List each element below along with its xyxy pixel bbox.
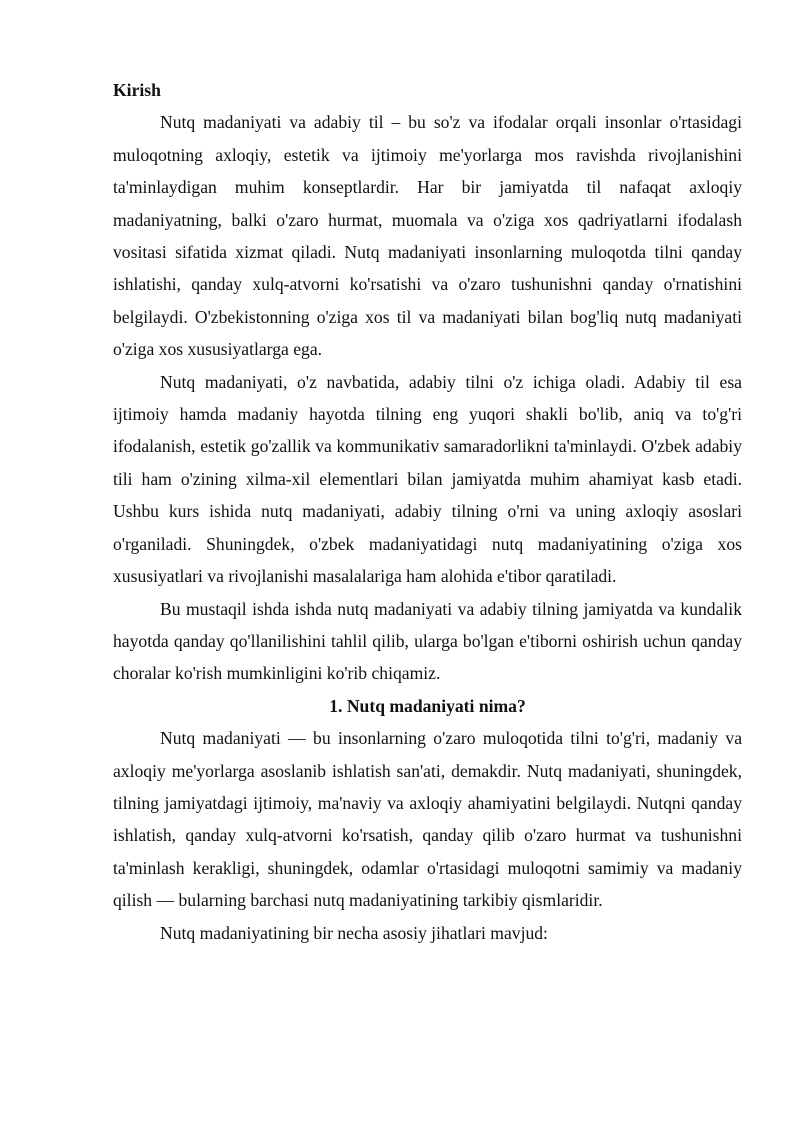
intro-heading: Kirish (113, 80, 161, 100)
intro-paragraph-1: Nutq madaniyati va adabiy til – bu so'z va ifodalar orqali insonlar o'rtasidagi muloqotning axloqiy, estetik va ijtimoiy me'yorlarga mos ravishda rivojlanishini ta'minlaydigan muhim konseptlardir. Har bir jamiyatda til nafaqat axloqiy madaniyatning, balki o'zaro hurmat, muomala va o'ziga xos qadriyatlarni ifodalash vositasi sifatida xizmat qiladi. Nutq madaniyati insonlarning muloqotda tilni qanday ishlatishi, qanday xulq-atvorni ko'rsatishi va o'zaro tushunishni qanday o'rnatishini belgilaydi. O'zbekistonning o'ziga xos til va madaniyati bilan bog'liq nutq madaniyati o'ziga xos xususiyatlarga ega. (113, 112, 742, 360)
intro-paragraph-2: Nutq madaniyati, o'z navbatida, adabiy tilni o'z ichiga oladi. Adabiy til esa ijtimoiy hamda madaniy hayotda tilning eng yuqori shakli bo'lib, aniq va to'g'ri ifodalanish, estetik go'zallik va kommunikativ samaradorlikni ta'minlaydi. O'zbek adabiy tili ham o'zining xilma-xil elementlari bilan jamiyatda muhim ahamiyat kasb etadi. Ushbu kurs ishida nutq madaniyati, adabiy tilning o'rni va uning axloqiy asoslari o'rganiladi. Shuningdek, o'zbek madaniyatidagi nutq madaniyatining o'ziga xos xususiyatlari va rivojlanishi masalalariga ham alohida e'tibor qaratiladi. (113, 371, 742, 587)
section-paragraph-1: Nutq madaniyati — bu insonlarning o'zaro muloqotida tilni to'g'ri, madaniy va axloqiy me'yorlarga asoslanib ishlatish san'ati, demakdir. Nutq madaniyati, shuningdek, tilning jamiyatdagi ijtimoiy, ma'naviy va axloqiy ahamiyatini belgilaydi. Nutqni qanday ishlatish, qanday xulq-atvorni ko'rsatish, qanday qilib o'zaro hurmat va tushunishni ta'minlash kerakligi, shuningdek, odamlar o'rtasidagi muloqotni samimiy va madaniy qilish — bularning barchasi nutq madaniyatining tarkibiy qismlaridir. (113, 728, 742, 911)
section-title: 1. Nutq madaniyati nima? (329, 695, 526, 716)
intro-paragraph-3: Bu mustaqil ishda ishda nutq madaniyati va adabiy tilning jamiyatda va kundalik hayotda qanday qo'llanilishini tahlil qilib, ularga bo'lgan e'tiborni oshirish uchun qanday choralar ko'rish mumkinligini ko'rib chiqamiz. (113, 598, 742, 684)
section-paragraph-2: Nutq madaniyatining bir necha asosiy jihatlari mavjud: (160, 922, 548, 943)
document-page (113, 74, 742, 949)
